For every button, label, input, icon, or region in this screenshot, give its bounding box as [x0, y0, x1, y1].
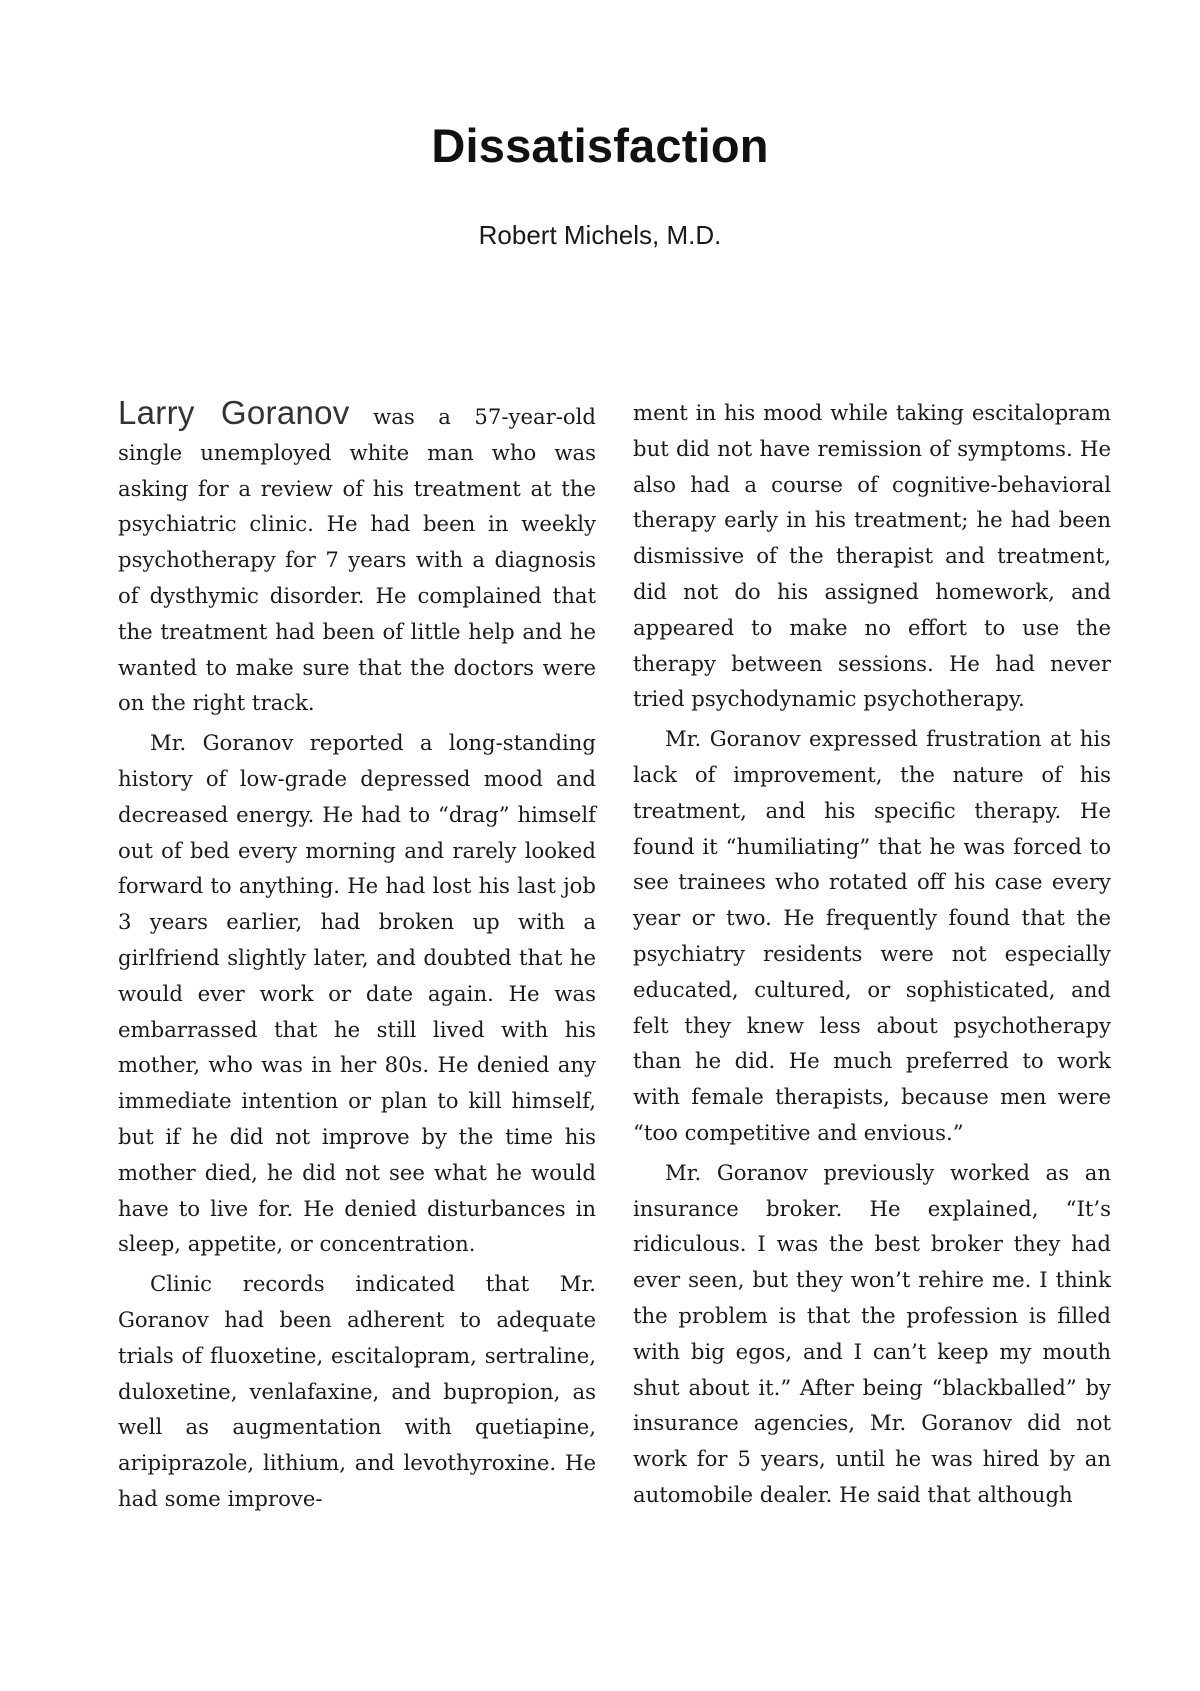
lead-in-name: Larry Goranov: [118, 394, 350, 431]
paragraph-work-history: Mr. Goranov previously worked as an insurance broker. He explained, “It’s ridiculous. I was the best broker they had ever seen, but they won’t rehire me. I think the problem is that the profession is filled with big egos, and I can’t keep my mouth shut about it.” After being “blackballed” by insurance agencies, Mr. Goranov did not work for 5 years, until he was hired by an automobile dealer. He said that although: [633, 1159, 1111, 1507]
article-author: Robert Michels, M.D.: [478, 220, 722, 250]
paragraph-intro-text: was a 57-year-old single unemployed white man who was asking for a review of his treatment at the psychiatric clinic. He had been in weekly psychotherapy for 7 years with a diagnosis of dysthymic disorder. He complained that the treatment had been of little help and he wanted to make sure that the doctors were on the right track.: [118, 404, 596, 716]
right-column: [633, 395, 1111, 1513]
article-title: Dissatisfaction: [431, 119, 769, 172]
paragraph-intro: [118, 395, 596, 721]
paragraph-history: Mr. Goranov reported a long-standing history of low-grade depressed mood and decreased energy. He had to “drag” himself out of bed every morning and rarely looked forward to anything. He had lost his last job 3 years earlier, had broken up with a girlfriend slightly later, and doubted that he would ever work or date again. He was embarrassed that he still lived with his mother, who was in her 80s. He denied any immediate intention or plan to kill himself, but if he did not improve by the time his mother died, he did not see what he would have to live for. He denied disturbances in sleep, appetite, or concentration.: [118, 730, 596, 1257]
paragraph-clinic-records-continued: ment in his mood while taking escitalopram but did not have remission of symptoms. He also had a course of cognitive-behavioral therapy early in his treatment; he had been dismissive of the therapist and treatment, did not do his assigned homework, and appeared to make no effort to use the therapy between sessions. He had never tried psychodynamic psychotherapy.: [633, 400, 1111, 712]
left-column: [118, 395, 596, 1517]
paragraph-frustration: Mr. Goranov expressed frustration at his lack of improvement, the nature of his treatment, and his specific therapy. He found it “humiliating” that he was forced to see trainees who rotated off his case every year or two. He frequently found that the psychiatry residents were not especially educated, cultured, or sophisticated, and felt they knew less about psychotherapy than he did. He much preferred to work with female therapists, because men were “too competitive and envious.”: [633, 726, 1111, 1145]
paragraph-clinic-records: Clinic records indicated that Mr. Goranov had been adherent to adequate trials of fluoxetine, escitalopram, sertraline, duloxetine, venlafaxine, and bupropion, as well as augmentation with quetiapine, aripiprazole, lithium, and levothyroxine. He had some improve-: [118, 1271, 596, 1511]
